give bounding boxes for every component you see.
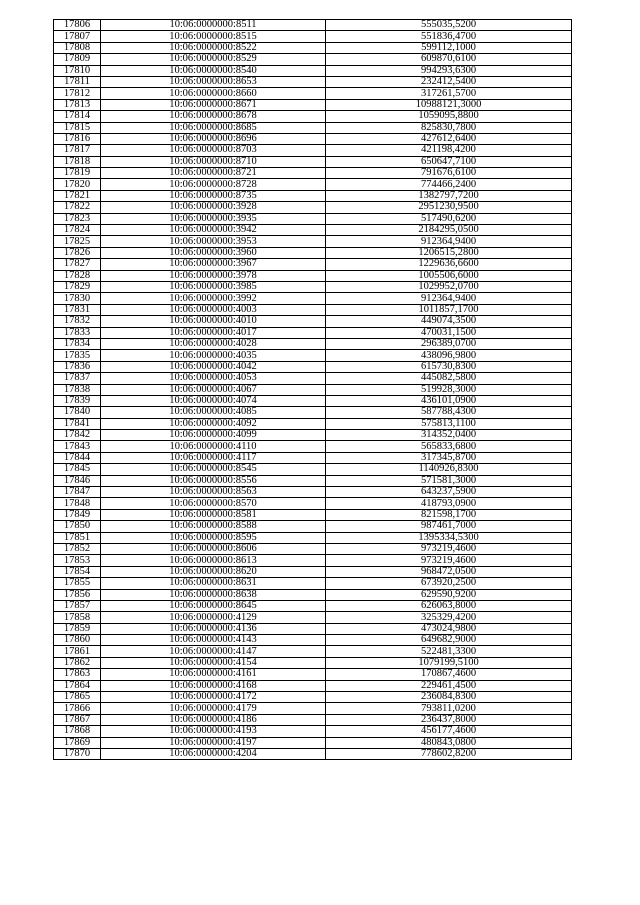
cadastral-number-cell: 10:06:0000000:8545 (101, 464, 326, 475)
cadastral-number-cell: 10:06:0000000:4172 (101, 692, 326, 703)
table-row (54, 270, 572, 281)
cadastral-number-cell: 10:06:0000000:8511 (101, 20, 326, 31)
table-row (54, 555, 572, 566)
row-number-cell: 17825 (54, 236, 101, 247)
row-number-cell: 17811 (54, 76, 101, 87)
cadastral-number-cell: 10:06:0000000:8685 (101, 122, 326, 133)
cadastral-number-cell: 10:06:0000000:8529 (101, 54, 326, 65)
row-number-cell: 17834 (54, 338, 101, 349)
table-row (54, 646, 572, 657)
row-number-cell: 17855 (54, 578, 101, 589)
table-row (54, 749, 572, 760)
value-cell: 626063,8000 (326, 600, 572, 611)
cadastral-number-cell: 10:06:0000000:8645 (101, 600, 326, 611)
value-cell: 571581,3000 (326, 475, 572, 486)
row-number-cell: 17820 (54, 179, 101, 190)
value-cell: 774466,2400 (326, 179, 572, 190)
cadastral-number-cell: 10:06:0000000:8556 (101, 475, 326, 486)
row-number-cell: 17827 (54, 259, 101, 270)
cadastral-number-cell: 10:06:0000000:3953 (101, 236, 326, 247)
row-number-cell: 17837 (54, 373, 101, 384)
value-cell: 10988121,3000 (326, 99, 572, 110)
cadastral-number-cell: 10:06:0000000:3935 (101, 213, 326, 224)
table-row (54, 156, 572, 167)
row-number-cell: 17864 (54, 680, 101, 691)
table-row (54, 76, 572, 87)
row-number-cell: 17844 (54, 452, 101, 463)
table-row (54, 236, 572, 247)
cadastral-number-cell: 10:06:0000000:4085 (101, 407, 326, 418)
cadastral-number-cell: 10:06:0000000:8570 (101, 498, 326, 509)
cadastral-number-cell: 10:06:0000000:4067 (101, 384, 326, 395)
table-row (54, 475, 572, 486)
value-cell: 1029952,0700 (326, 281, 572, 292)
cadastral-number-cell: 10:06:0000000:4129 (101, 612, 326, 623)
value-cell: 1206515,2800 (326, 247, 572, 258)
row-number-cell: 17822 (54, 202, 101, 213)
value-cell: 229461,4500 (326, 680, 572, 691)
table-row (54, 589, 572, 600)
value-cell: 449074,3500 (326, 316, 572, 327)
value-cell: 436101,0900 (326, 395, 572, 406)
table-row (54, 350, 572, 361)
cadastral-number-cell: 10:06:0000000:8606 (101, 543, 326, 554)
value-cell: 1382797,7200 (326, 190, 572, 201)
row-number-cell: 17835 (54, 350, 101, 361)
value-cell: 599112,1000 (326, 42, 572, 53)
cadastral-number-cell: 10:06:0000000:4010 (101, 316, 326, 327)
row-number-cell: 17826 (54, 247, 101, 258)
row-number-cell: 17821 (54, 190, 101, 201)
table-row (54, 88, 572, 99)
value-cell: 456177,4600 (326, 726, 572, 737)
value-cell: 317345,8700 (326, 452, 572, 463)
value-cell: 821598,1700 (326, 509, 572, 520)
row-number-cell: 17860 (54, 635, 101, 646)
cadastral-number-cell: 10:06:0000000:4143 (101, 635, 326, 646)
cadastral-number-cell: 10:06:0000000:4028 (101, 338, 326, 349)
value-cell: 1011857,1700 (326, 304, 572, 315)
table-row (54, 430, 572, 441)
value-cell: 629590,9200 (326, 589, 572, 600)
value-cell: 565833,6800 (326, 441, 572, 452)
value-cell: 1395334,5300 (326, 532, 572, 543)
cadastral-number-cell: 10:06:0000000:4197 (101, 737, 326, 748)
table-row (54, 395, 572, 406)
value-cell: 968472,0500 (326, 566, 572, 577)
cadastral-number-cell: 10:06:0000000:4042 (101, 361, 326, 372)
table-row (54, 578, 572, 589)
cadastral-number-cell: 10:06:0000000:4193 (101, 726, 326, 737)
cadastral-number-cell: 10:06:0000000:3978 (101, 270, 326, 281)
table-row (54, 407, 572, 418)
value-cell: 1079199,5100 (326, 657, 572, 668)
data-table (53, 19, 572, 760)
row-number-cell: 17838 (54, 384, 101, 395)
value-cell: 232412,5400 (326, 76, 572, 87)
row-number-cell: 17846 (54, 475, 101, 486)
cadastral-number-cell: 10:06:0000000:8660 (101, 88, 326, 99)
value-cell: 470031,1500 (326, 327, 572, 338)
row-number-cell: 17868 (54, 726, 101, 737)
cadastral-number-cell: 10:06:0000000:8710 (101, 156, 326, 167)
row-number-cell: 17823 (54, 213, 101, 224)
cadastral-number-cell: 10:06:0000000:4053 (101, 373, 326, 384)
cadastral-number-cell: 10:06:0000000:3942 (101, 225, 326, 236)
cadastral-number-cell: 10:06:0000000:8595 (101, 532, 326, 543)
table-row (54, 111, 572, 122)
value-cell: 517490,6200 (326, 213, 572, 224)
table-row (54, 464, 572, 475)
row-number-cell: 17845 (54, 464, 101, 475)
value-cell: 296389,0700 (326, 338, 572, 349)
table-row (54, 225, 572, 236)
value-cell: 650647,7100 (326, 156, 572, 167)
table-row (54, 509, 572, 520)
table-row (54, 726, 572, 737)
value-cell: 643237,5900 (326, 487, 572, 498)
value-cell: 615730,8300 (326, 361, 572, 372)
value-cell: 649682,9000 (326, 635, 572, 646)
value-cell: 825830,7800 (326, 122, 572, 133)
row-number-cell: 17861 (54, 646, 101, 657)
row-number-cell: 17866 (54, 703, 101, 714)
cadastral-number-cell: 10:06:0000000:4092 (101, 418, 326, 429)
table-row (54, 65, 572, 76)
value-cell: 236084,8300 (326, 692, 572, 703)
table-row (54, 418, 572, 429)
cadastral-number-cell: 10:06:0000000:8563 (101, 487, 326, 498)
table-row (54, 373, 572, 384)
table-row (54, 623, 572, 634)
cadastral-number-cell: 10:06:0000000:4099 (101, 430, 326, 441)
cadastral-number-cell: 10:06:0000000:3960 (101, 247, 326, 258)
row-number-cell: 17839 (54, 395, 101, 406)
value-cell: 1005506,6000 (326, 270, 572, 281)
cadastral-number-cell: 10:06:0000000:8588 (101, 521, 326, 532)
cadastral-number-cell: 10:06:0000000:8703 (101, 145, 326, 156)
row-number-cell: 17815 (54, 122, 101, 133)
row-number-cell: 17831 (54, 304, 101, 315)
row-number-cell: 17867 (54, 714, 101, 725)
row-number-cell: 17851 (54, 532, 101, 543)
value-cell: 2951230,9500 (326, 202, 572, 213)
table-row (54, 122, 572, 133)
table-row (54, 487, 572, 498)
value-cell: 2184295,0500 (326, 225, 572, 236)
value-cell: 314352,0400 (326, 430, 572, 441)
value-cell: 609870,6100 (326, 54, 572, 65)
value-cell: 587788,4300 (326, 407, 572, 418)
value-cell: 1059095,8800 (326, 111, 572, 122)
row-number-cell: 17847 (54, 487, 101, 498)
row-number-cell: 17833 (54, 327, 101, 338)
table-row (54, 441, 572, 452)
value-cell: 994293,6300 (326, 65, 572, 76)
table-row (54, 669, 572, 680)
table-row (54, 145, 572, 156)
cadastral-number-cell: 10:06:0000000:4204 (101, 749, 326, 760)
cadastral-number-cell: 10:06:0000000:4161 (101, 669, 326, 680)
row-number-cell: 17810 (54, 65, 101, 76)
table-row (54, 31, 572, 42)
row-number-cell: 17814 (54, 111, 101, 122)
value-cell: 973219,4600 (326, 555, 572, 566)
cadastral-number-cell: 10:06:0000000:4186 (101, 714, 326, 725)
value-cell: 421198,4200 (326, 145, 572, 156)
table-row (54, 179, 572, 190)
table-row (54, 281, 572, 292)
table-row (54, 202, 572, 213)
table-row (54, 259, 572, 270)
cadastral-number-cell: 10:06:0000000:4117 (101, 452, 326, 463)
table-row (54, 612, 572, 623)
cadastral-number-cell: 10:06:0000000:4147 (101, 646, 326, 657)
row-number-cell: 17832 (54, 316, 101, 327)
row-number-cell: 17857 (54, 600, 101, 611)
cadastral-number-cell: 10:06:0000000:4154 (101, 657, 326, 668)
row-number-cell: 17858 (54, 612, 101, 623)
cadastral-number-cell: 10:06:0000000:8678 (101, 111, 326, 122)
cadastral-number-cell: 10:06:0000000:4003 (101, 304, 326, 315)
table-row (54, 247, 572, 258)
value-cell: 987461,7000 (326, 521, 572, 532)
table-row (54, 680, 572, 691)
value-cell: 791676,6100 (326, 168, 572, 179)
cadastral-number-cell: 10:06:0000000:4074 (101, 395, 326, 406)
row-number-cell: 17842 (54, 430, 101, 441)
table-row (54, 316, 572, 327)
row-number-cell: 17812 (54, 88, 101, 99)
table-row (54, 692, 572, 703)
table-row (54, 304, 572, 315)
row-number-cell: 17863 (54, 669, 101, 680)
row-number-cell: 17854 (54, 566, 101, 577)
cadastral-number-cell: 10:06:0000000:3992 (101, 293, 326, 304)
row-number-cell: 17843 (54, 441, 101, 452)
cadastral-number-cell: 10:06:0000000:3967 (101, 259, 326, 270)
row-number-cell: 17817 (54, 145, 101, 156)
cadastral-number-cell: 10:06:0000000:4136 (101, 623, 326, 634)
cadastral-number-cell: 10:06:0000000:8638 (101, 589, 326, 600)
table-row (54, 566, 572, 577)
table-row (54, 635, 572, 646)
value-cell: 973219,4600 (326, 543, 572, 554)
row-number-cell: 17807 (54, 31, 101, 42)
value-cell: 1229636,6600 (326, 259, 572, 270)
cadastral-number-cell: 10:06:0000000:4168 (101, 680, 326, 691)
table-row (54, 657, 572, 668)
cadastral-number-cell: 10:06:0000000:3928 (101, 202, 326, 213)
row-number-cell: 17862 (54, 657, 101, 668)
value-cell: 445082,5800 (326, 373, 572, 384)
row-number-cell: 17824 (54, 225, 101, 236)
cadastral-number-cell: 10:06:0000000:8735 (101, 190, 326, 201)
table-row (54, 498, 572, 509)
value-cell: 170867,4600 (326, 669, 572, 680)
value-cell: 551836,4700 (326, 31, 572, 42)
row-number-cell: 17840 (54, 407, 101, 418)
table-row (54, 703, 572, 714)
cadastral-number-cell: 10:06:0000000:3985 (101, 281, 326, 292)
table-row (54, 532, 572, 543)
table-row (54, 714, 572, 725)
table-row (54, 99, 572, 110)
cadastral-number-cell: 10:06:0000000:8721 (101, 168, 326, 179)
table-row (54, 600, 572, 611)
row-number-cell: 17828 (54, 270, 101, 281)
cadastral-number-cell: 10:06:0000000:8620 (101, 566, 326, 577)
table-row (54, 190, 572, 201)
value-cell: 912364,9400 (326, 293, 572, 304)
value-cell: 325329,4200 (326, 612, 572, 623)
cadastral-number-cell: 10:06:0000000:8540 (101, 65, 326, 76)
table-row (54, 361, 572, 372)
cadastral-number-cell: 10:06:0000000:8515 (101, 31, 326, 42)
row-number-cell: 17809 (54, 54, 101, 65)
value-cell: 519928,3000 (326, 384, 572, 395)
table-row (54, 327, 572, 338)
cadastral-number-cell: 10:06:0000000:8696 (101, 133, 326, 144)
cadastral-number-cell: 10:06:0000000:4035 (101, 350, 326, 361)
cadastral-number-cell: 10:06:0000000:4017 (101, 327, 326, 338)
cadastral-number-cell: 10:06:0000000:8631 (101, 578, 326, 589)
row-number-cell: 17829 (54, 281, 101, 292)
row-number-cell: 17841 (54, 418, 101, 429)
value-cell: 418793,0900 (326, 498, 572, 509)
row-number-cell: 17856 (54, 589, 101, 600)
cadastral-number-cell: 10:06:0000000:8613 (101, 555, 326, 566)
table-row (54, 54, 572, 65)
row-number-cell: 17818 (54, 156, 101, 167)
value-cell: 793811,0200 (326, 703, 572, 714)
row-number-cell: 17859 (54, 623, 101, 634)
row-number-cell: 17813 (54, 99, 101, 110)
value-cell: 912364,9400 (326, 236, 572, 247)
cadastral-number-cell: 10:06:0000000:8653 (101, 76, 326, 87)
row-number-cell: 17865 (54, 692, 101, 703)
table-row (54, 42, 572, 53)
value-cell: 427612,6400 (326, 133, 572, 144)
cadastral-number-cell: 10:06:0000000:8581 (101, 509, 326, 520)
table-row (54, 452, 572, 463)
table-row (54, 213, 572, 224)
value-cell: 317261,5700 (326, 88, 572, 99)
row-number-cell: 17852 (54, 543, 101, 554)
table-row (54, 20, 572, 31)
value-cell: 480843,0800 (326, 737, 572, 748)
row-number-cell: 17819 (54, 168, 101, 179)
cadastral-number-cell: 10:06:0000000:4110 (101, 441, 326, 452)
row-number-cell: 17848 (54, 498, 101, 509)
value-cell: 575813,1100 (326, 418, 572, 429)
row-number-cell: 17869 (54, 737, 101, 748)
row-number-cell: 17830 (54, 293, 101, 304)
cadastral-number-cell: 10:06:0000000:8522 (101, 42, 326, 53)
row-number-cell: 17836 (54, 361, 101, 372)
table-body (54, 20, 572, 760)
table-row (54, 338, 572, 349)
row-number-cell: 17816 (54, 133, 101, 144)
table-row (54, 384, 572, 395)
row-number-cell: 17808 (54, 42, 101, 53)
table-row (54, 543, 572, 554)
table-row (54, 168, 572, 179)
cadastral-number-cell: 10:06:0000000:4179 (101, 703, 326, 714)
value-cell: 236437,8000 (326, 714, 572, 725)
value-cell: 473024,9800 (326, 623, 572, 634)
value-cell: 778602,8200 (326, 749, 572, 760)
row-number-cell: 17849 (54, 509, 101, 520)
table-row (54, 133, 572, 144)
row-number-cell: 17850 (54, 521, 101, 532)
value-cell: 438096,9800 (326, 350, 572, 361)
table-row (54, 521, 572, 532)
value-cell: 555035,5200 (326, 20, 572, 31)
row-number-cell: 17870 (54, 749, 101, 760)
table-row (54, 293, 572, 304)
document-page (53, 19, 572, 760)
value-cell: 1140926,8300 (326, 464, 572, 475)
value-cell: 673920,2500 (326, 578, 572, 589)
table-row (54, 737, 572, 748)
row-number-cell: 17806 (54, 20, 101, 31)
cadastral-number-cell: 10:06:0000000:8671 (101, 99, 326, 110)
cadastral-number-cell: 10:06:0000000:8728 (101, 179, 326, 190)
value-cell: 522481,3300 (326, 646, 572, 657)
row-number-cell: 17853 (54, 555, 101, 566)
